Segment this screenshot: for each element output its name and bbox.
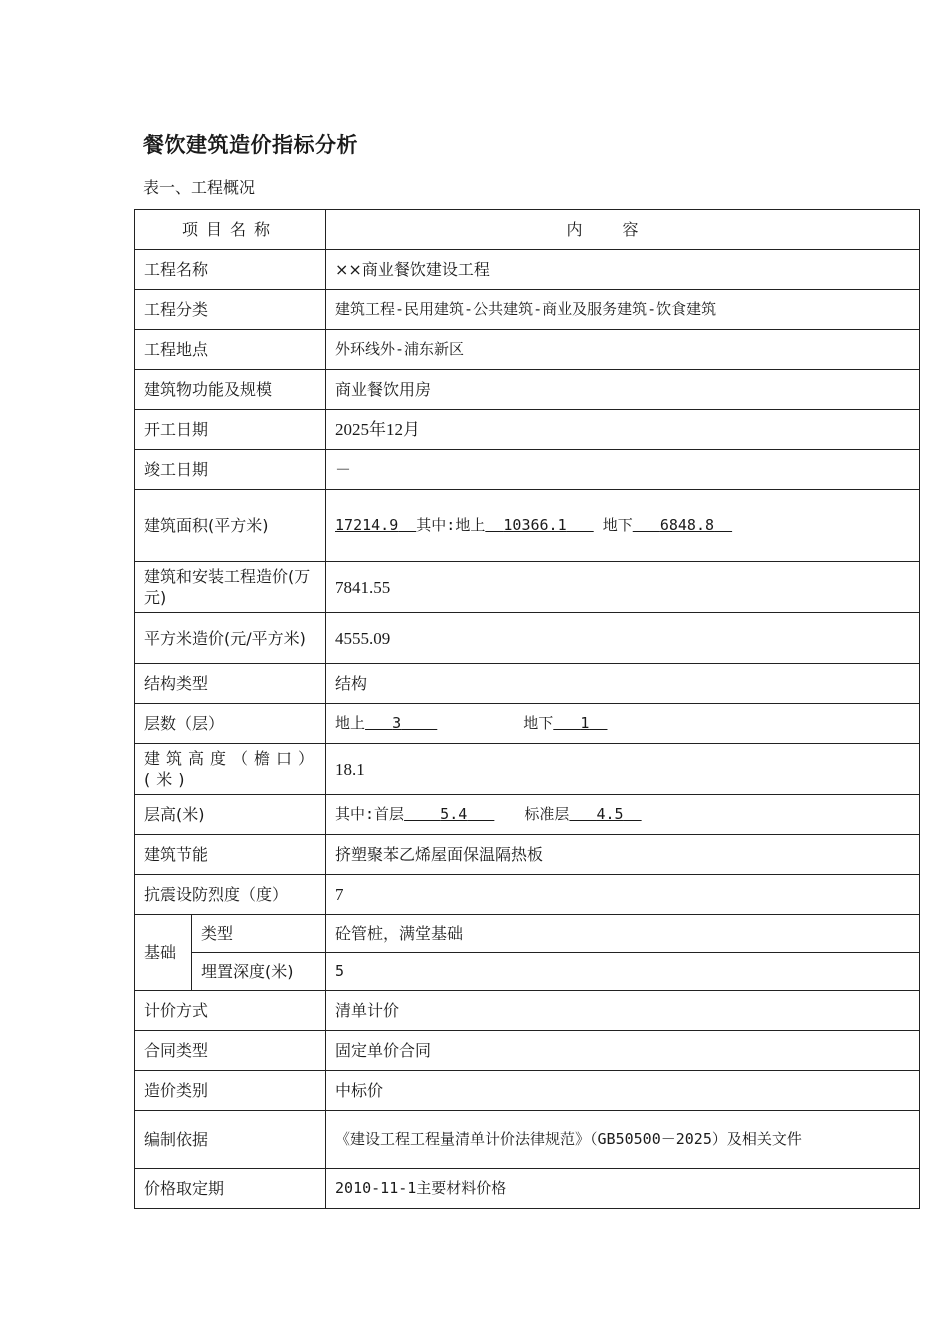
table-row (135, 450, 920, 490)
floors-above: 3 (392, 714, 402, 732)
floor-first-label: 其中:首层 (335, 805, 405, 823)
table-row (135, 795, 920, 835)
row-value: 7 (326, 875, 920, 915)
table-row (135, 1169, 920, 1209)
row-value: 中标价 (326, 1071, 920, 1111)
row-label: 抗震设防烈度（度） (135, 875, 326, 915)
row-value: 结构 (326, 664, 920, 704)
floors-below: 1 (580, 714, 590, 732)
row-value: 外环线外-浦东新区 (326, 330, 920, 370)
floor-std-label: 标准层 (524, 805, 570, 823)
floors-above-label: 地上 (335, 714, 366, 732)
table-row (135, 1071, 920, 1111)
area-mid-label: 其中:地上 (416, 516, 486, 534)
table-row (135, 562, 920, 613)
row-value-floor-height (326, 795, 920, 835)
row-value: 固定单价合同 (326, 1031, 920, 1071)
table-row (135, 953, 920, 991)
table-row (135, 744, 920, 795)
project-overview-table (134, 209, 920, 1209)
row-label: 开工日期 (135, 410, 326, 450)
floor-first: 5.4 (440, 805, 468, 823)
row-label: 工程分类 (135, 290, 326, 330)
area-below-label: 地下 (602, 516, 633, 534)
row-value-area (326, 490, 920, 562)
table-row (135, 490, 920, 562)
row-label: 建筑物功能及规模 (135, 370, 326, 410)
row-label: 层数（层） (135, 704, 326, 744)
row-label: 工程地点 (135, 330, 326, 370)
table-row (135, 1031, 920, 1071)
row-label: 平方米造价(元/平方米) (135, 613, 326, 664)
table-row (135, 1111, 920, 1169)
header-content: 内容 (326, 210, 920, 250)
row-value: 清单计价 (326, 991, 920, 1031)
floors-below-label: 地下 (523, 714, 554, 732)
row-label: 造价类别 (135, 1071, 326, 1111)
table-row (135, 835, 920, 875)
area-total: 17214.9 (335, 516, 399, 534)
area-above: 10366.1 (503, 516, 567, 534)
table-caption: 表一、工程概况 (143, 178, 256, 197)
table-row (135, 330, 920, 370)
row-label: 建筑节能 (135, 835, 326, 875)
row-value-floors (326, 704, 920, 744)
table-row (135, 290, 920, 330)
table-row (135, 370, 920, 410)
table-header-row (135, 210, 920, 250)
row-label: 编制依据 (135, 1111, 326, 1169)
table-row (135, 410, 920, 450)
row-label: 价格取定期 (135, 1169, 326, 1209)
header-item-name: 项目名称 (135, 210, 326, 250)
row-label: 建筑高度（檐口）(米) (135, 744, 326, 795)
row-label: 建筑面积(平方米) (135, 490, 326, 562)
foundation-depth-label: 埋置深度(米) (192, 953, 326, 991)
row-value: 18.1 (326, 744, 920, 795)
row-value: 商业餐饮用房 (326, 370, 920, 410)
row-label: 建筑和安装工程造价(万元) (135, 562, 326, 613)
row-label: 计价方式 (135, 991, 326, 1031)
table-row (135, 613, 920, 664)
foundation-depth-value: 5 (326, 953, 920, 991)
row-label: 层高(米) (135, 795, 326, 835)
table-row (135, 915, 920, 953)
row-value: － (326, 450, 920, 490)
table-row (135, 875, 920, 915)
table-row (135, 704, 920, 744)
row-value: 7841.55 (326, 562, 920, 613)
table-row (135, 991, 920, 1031)
foundation-label: 基础 (135, 915, 192, 991)
table-row (135, 664, 920, 704)
row-label: 合同类型 (135, 1031, 326, 1071)
row-value: 2025年12月 (326, 410, 920, 450)
row-value: 2010-11-1主要材料价格 (326, 1169, 920, 1209)
row-label: 结构类型 (135, 664, 326, 704)
row-value: 挤塑聚苯乙烯屋面保温隔热板 (326, 835, 920, 875)
row-label: 工程名称 (135, 250, 326, 290)
document-title: 餐饮建筑造价指标分析 (143, 133, 358, 157)
foundation-type-value: 砼管桩，满堂基础 (326, 915, 920, 953)
row-value: 建筑工程-民用建筑-公共建筑-商业及服务建筑-饮食建筑 (326, 290, 920, 330)
row-value: ××商业餐饮建设工程 (326, 250, 920, 290)
row-value: 4555.09 (326, 613, 920, 664)
row-value: 《建设工程工程量清单计价法律规范》（GB50500－2025）及相关文件 (326, 1111, 920, 1169)
area-below: 6848.8 (659, 516, 715, 534)
row-label: 竣工日期 (135, 450, 326, 490)
table-row (135, 250, 920, 290)
floor-std: 4.5 (596, 805, 624, 823)
foundation-type-label: 类型 (192, 915, 326, 953)
